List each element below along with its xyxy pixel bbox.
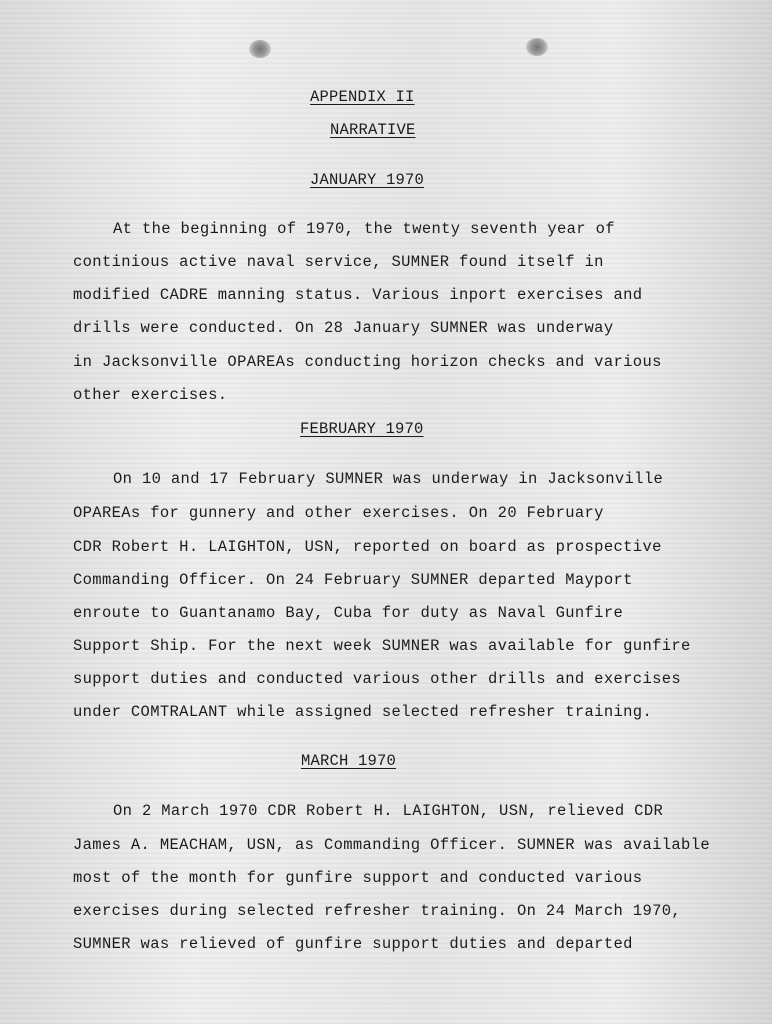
march-line-1: On 2 March 1970 CDR Robert H. LAIGHTON, USN, relieved CDR [113,802,664,820]
january-line-6: other exercises. [73,386,228,404]
march-line-3: most of the month for gunfire support and conducted various [73,869,643,887]
february-line-6: Support Ship. For the next week SUMNER was available for gunfire [73,637,691,655]
february-heading: FEBRUARY 1970 [300,420,424,438]
february-line-5: enroute to Guantanamo Bay, Cuba for duty as Naval Gunfire [73,604,624,622]
narrative-title: NARRATIVE [330,121,416,139]
february-line-1: On 10 and 17 February SUMNER was underway in Jacksonville [113,470,664,488]
january-line-5: in Jacksonville OPAREAs conducting horizon checks and various [73,353,662,371]
february-line-2: OPAREAs for gunnery and other exercises. On 20 February [73,504,604,522]
march-line-5: SUMNER was relieved of gunfire support duties and departed [73,935,633,953]
punch-hole-left [249,40,271,58]
appendix-title: APPENDIX II [310,88,415,106]
january-heading: JANUARY 1970 [310,171,425,189]
march-heading: MARCH 1970 [301,752,397,770]
punch-hole-right [526,38,548,56]
january-line-4: drills were conducted. On 28 January SUMNER was underway [73,319,614,337]
march-line-2: James A. MEACHAM, USN, as Commanding Officer. SUMNER was available [73,836,710,854]
january-line-3: modified CADRE manning status. Various inport exercises and [73,286,643,304]
february-line-3: CDR Robert H. LAIGHTON, USN, reported on board as prospective [73,538,662,556]
february-line-4: Commanding Officer. On 24 February SUMNER departed Mayport [73,571,633,589]
february-line-7: support duties and conducted various other drills and exercises [73,670,682,688]
march-line-4: exercises during selected refresher training. On 24 March 1970, [73,902,682,920]
january-line-2: continious active naval service, SUMNER found itself in [73,253,604,271]
february-line-8: under COMTRALANT while assigned selected refresher training. [73,703,653,721]
january-line-1: At the beginning of 1970, the twenty seventh year of [113,220,615,238]
